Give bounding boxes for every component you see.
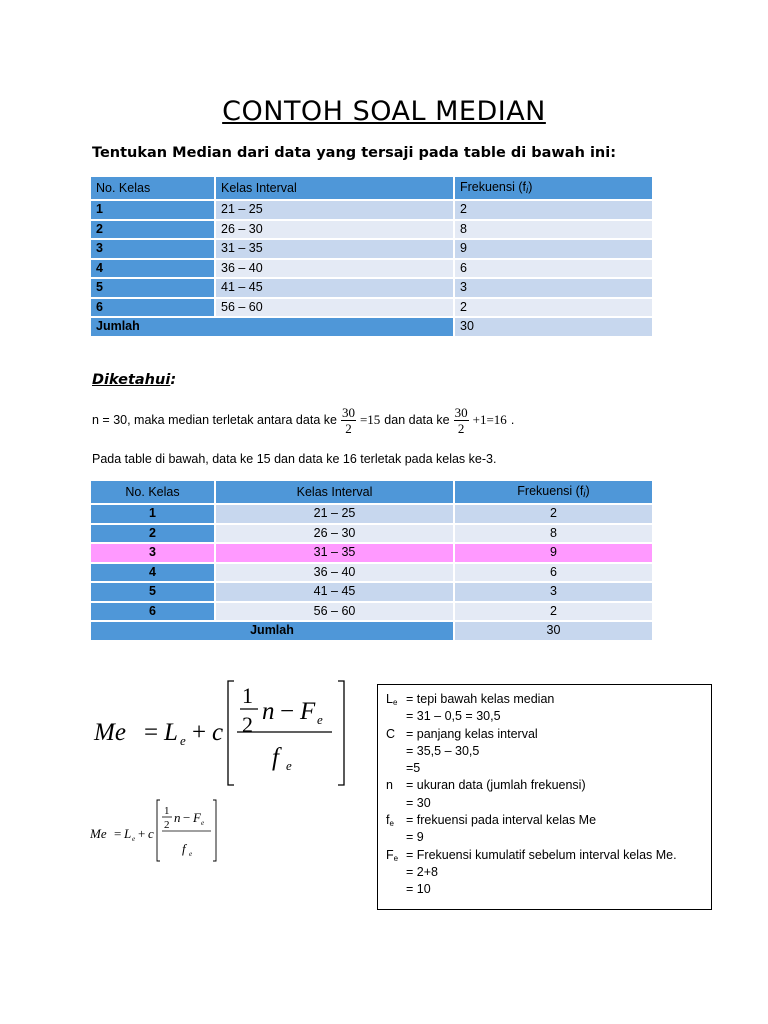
frequency-table-highlighted — [89, 479, 654, 642]
svg-text:c: c — [148, 826, 154, 841]
cell-no-kelas: 5 — [91, 583, 214, 601]
table-row — [91, 525, 652, 543]
svg-text:n: n — [262, 698, 275, 725]
box-description: = Frekuensi kumulatif sebelum interval kelas Me. — [406, 847, 677, 862]
cell-frekuensi: 3 — [455, 279, 652, 297]
box-description: = 10 — [406, 882, 431, 897]
box-line — [386, 864, 711, 881]
box-variable: C — [386, 726, 396, 741]
header-frekuensi: Frekuensi (fi) — [455, 177, 652, 199]
fraction-30-2-b: $\frac{30}{2}$ — [454, 404, 468, 436]
box-variable: Le — [386, 692, 398, 707]
cell-kelas-interval: 41 – 45 — [216, 279, 453, 297]
variable-explanation-box — [377, 684, 712, 910]
svg-text:L: L — [164, 719, 178, 746]
svg-text:−: − — [280, 698, 295, 725]
table-row — [91, 544, 652, 562]
cell-frekuensi: 9 — [455, 240, 652, 258]
box-description: = 30 — [406, 795, 431, 810]
header-no-kelas: No. Kelas — [91, 177, 214, 199]
box-description: =5 — [406, 761, 421, 776]
svg-text:e: e — [317, 712, 323, 727]
table-row — [91, 260, 652, 278]
table-row — [91, 240, 652, 258]
box-variable: Fe — [386, 847, 399, 863]
table-row — [91, 505, 652, 523]
cell-no-kelas: 5 — [91, 279, 214, 297]
box-description: = 35,5 – 30,5 — [406, 743, 480, 758]
box-variable: n — [386, 778, 393, 793]
box-description: = panjang kelas interval — [406, 726, 538, 741]
box-description: = tepi bawah kelas median — [406, 692, 555, 706]
svg-text:e: e — [286, 758, 292, 773]
box-line — [386, 777, 711, 794]
median-formula-small — [90, 795, 230, 865]
cell-no-kelas: 2 — [91, 221, 214, 239]
svg-text:=: = — [144, 719, 159, 746]
box-variable: fe — [386, 813, 394, 829]
box-line — [386, 829, 711, 846]
box-description: = frekuensi pada interval kelas Me — [406, 813, 597, 828]
cell-no-kelas: 4 — [91, 564, 214, 582]
svg-text:−: − — [183, 810, 191, 825]
cell-kelas-interval: 36 – 40 — [216, 564, 453, 582]
box-description: = 2+8 — [406, 864, 438, 879]
svg-text:1: 1 — [242, 683, 253, 708]
box-variable — [386, 760, 406, 777]
svg-text:e: e — [189, 850, 193, 858]
cell-kelas-interval: 21 – 25 — [216, 201, 453, 219]
cell-frekuensi: 2 — [455, 505, 652, 523]
cell-kelas-interval: 36 – 40 — [216, 260, 453, 278]
svg-text:2: 2 — [242, 712, 253, 737]
svg-text:Me: Me — [90, 826, 107, 841]
diketahui-label: Diketahui: — [92, 372, 177, 388]
cell-kelas-interval: 31 – 35 — [216, 544, 453, 562]
box-variable — [386, 795, 406, 812]
svg-text:L: L — [124, 826, 132, 841]
cell-frekuensi: 2 — [455, 201, 652, 219]
box-line — [386, 812, 711, 829]
box-line — [386, 726, 711, 743]
frequency-table — [89, 175, 654, 338]
table-row — [91, 583, 652, 601]
total-value: 30 — [455, 318, 652, 336]
box-line — [386, 743, 711, 760]
page-title: CONTOH SOAL MEDIAN — [222, 96, 546, 127]
svg-text:1: 1 — [164, 805, 170, 817]
cell-kelas-interval: 21 – 25 — [216, 505, 453, 523]
svg-text:f: f — [272, 744, 279, 771]
table-row — [91, 279, 652, 297]
header-no-kelas: No. Kelas — [91, 481, 214, 503]
svg-text:Me: Me — [94, 719, 126, 746]
cell-kelas-interval: 26 – 30 — [216, 221, 453, 239]
median-formula-large — [92, 675, 352, 790]
box-line — [386, 708, 711, 725]
cell-no-kelas: 3 — [91, 240, 214, 258]
header-kelas-interval: Kelas Interval — [216, 481, 453, 503]
median-position-line: n = 30, maka median terletak antara data ke $\frac{30}{2}$ =15 dan data ke $\frac{30}{2}$ +1=16 . — [92, 404, 515, 436]
svg-text:e: e — [180, 733, 186, 748]
box-line — [386, 795, 711, 812]
cell-frekuensi: 2 — [455, 603, 652, 621]
cell-frekuensi: 8 — [455, 525, 652, 543]
table-row — [91, 603, 652, 621]
table-total-row — [91, 622, 652, 640]
cell-no-kelas: 3 — [91, 544, 214, 562]
table-row — [91, 201, 652, 219]
instruction-text: Tentukan Median dari data yang tersaji pada table di bawah ini: — [92, 145, 617, 161]
table-row — [91, 221, 652, 239]
svg-text:F: F — [300, 698, 316, 725]
cell-no-kelas: 6 — [91, 603, 214, 621]
box-variable — [386, 881, 406, 898]
box-description: = ukuran data (jumlah frekuensi) — [406, 778, 586, 793]
cell-no-kelas: 1 — [91, 201, 214, 219]
table-total-row — [91, 318, 652, 336]
box-line — [386, 847, 711, 864]
box-description: = 31 – 0,5 = 30,5 — [406, 709, 501, 724]
cell-kelas-interval: 56 – 60 — [216, 603, 453, 621]
cell-frekuensi: 9 — [455, 544, 652, 562]
svg-text:+: + — [138, 826, 146, 841]
cell-kelas-interval: 41 – 45 — [216, 583, 453, 601]
svg-text:2: 2 — [164, 819, 170, 831]
kelas-note: Pada table di bawah, data ke 15 dan data ke 16 terletak pada kelas ke-3. — [92, 452, 497, 466]
box-line — [386, 760, 711, 777]
cell-no-kelas: 6 — [91, 299, 214, 317]
cell-no-kelas: 4 — [91, 260, 214, 278]
cell-kelas-interval: 26 – 30 — [216, 525, 453, 543]
svg-text:+: + — [192, 719, 207, 746]
cell-kelas-interval: 31 – 35 — [216, 240, 453, 258]
svg-text:f: f — [182, 841, 186, 856]
svg-text:n: n — [174, 810, 181, 825]
cell-frekuensi: 2 — [455, 299, 652, 317]
svg-text:e: e — [201, 819, 205, 827]
box-description: = 9 — [406, 830, 424, 845]
svg-text:c: c — [212, 719, 224, 746]
header-frekuensi: Frekuensi (fi) — [455, 481, 652, 503]
cell-no-kelas: 2 — [91, 525, 214, 543]
total-value: 30 — [455, 622, 652, 640]
cell-no-kelas: 1 — [91, 505, 214, 523]
total-label: Jumlah — [91, 318, 453, 336]
cell-frekuensi: 6 — [455, 260, 652, 278]
box-variable — [386, 864, 406, 881]
svg-text:F: F — [193, 810, 201, 825]
svg-text:=: = — [114, 826, 122, 841]
fraction-30-2: $\frac{30}{2}$ — [341, 404, 355, 436]
box-line — [386, 881, 711, 898]
box-variable — [386, 743, 406, 760]
cell-kelas-interval: 56 – 60 — [216, 299, 453, 317]
cell-frekuensi: 8 — [455, 221, 652, 239]
box-variable — [386, 708, 406, 725]
table-row — [91, 564, 652, 582]
box-variable — [386, 829, 406, 846]
table-header-row — [91, 481, 652, 503]
table-row — [91, 299, 652, 317]
total-label: Jumlah — [91, 622, 453, 640]
cell-frekuensi: 3 — [455, 583, 652, 601]
box-line — [386, 691, 711, 708]
cell-frekuensi: 6 — [455, 564, 652, 582]
svg-text:e: e — [132, 835, 136, 843]
header-kelas-interval: Kelas Interval — [216, 177, 453, 199]
table-header-row — [91, 177, 652, 199]
